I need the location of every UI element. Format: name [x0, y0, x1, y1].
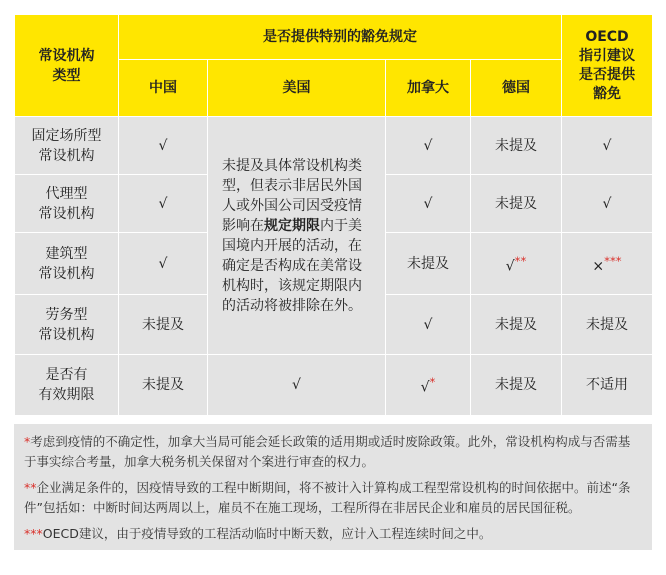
footnotes [14, 424, 652, 550]
cell-china: 未提及 [119, 295, 208, 355]
cell-china: 未提及 [119, 355, 208, 416]
cell-germany: 未提及 [471, 117, 562, 175]
cell-usa: √ [208, 355, 386, 416]
cell-canada: 未提及 [386, 233, 471, 295]
row-label: 代理型 常设机构 [15, 175, 119, 233]
header-oecd [562, 15, 653, 117]
footnote-2 [24, 478, 642, 518]
exemption-table-wrapper [14, 14, 652, 550]
header-oecd-label: OECD 指引建议 是否提供 豁免 [579, 28, 635, 102]
header-type [15, 15, 119, 117]
row-label: 是否有 有效期限 [15, 355, 119, 416]
usa-text-bold: 规定期限 [264, 217, 320, 234]
cell-china: √ [119, 175, 208, 233]
table-row [15, 355, 653, 416]
exemption-table [14, 14, 653, 416]
footnote-mark: ** [514, 253, 527, 268]
cell-germany: 未提及 [471, 295, 562, 355]
footnote-text: 企业满足条件的，因疫情导致的工程中断期间，将不被计入计算构成工程型常设机构的时间依据中。前述“条件”包括如：中断时间达两周以上，雇员不在施工现场，工程所得在非居民企业和雇员的居民国征税。 [24, 480, 631, 515]
cell-canada: √ [386, 175, 471, 233]
cell-oecd: ×*** [562, 233, 653, 295]
header-group [119, 15, 562, 60]
footnote-mark: ** [24, 480, 37, 495]
cell-oecd: 不适用 [562, 355, 653, 416]
cell-germany: 未提及 [471, 355, 562, 416]
cell-germany: √** [471, 233, 562, 295]
footnote-mark: * [24, 434, 31, 449]
footnote-mark: *** [604, 253, 622, 268]
table-row [15, 117, 653, 175]
usa-text-2: 内于美国境内开展的活动，在确定是否构成在美常设机构时，该规定期限内的活动将被排除在外。 [222, 217, 362, 314]
cell-china: √ [119, 117, 208, 175]
cell-oecd: 未提及 [562, 295, 653, 355]
header-type-label: 常设机构 类型 [38, 47, 95, 84]
footnote-text: 考虑到疫情的不确定性，加拿大当局可能会延长政策的适用期或适时废除政策。此外，常设机构构成与否需基于事实综合考量，加拿大税务机关保留对个案进行审查的权力。 [24, 434, 631, 469]
cell-canada: √* [386, 355, 471, 416]
cell-oecd: √ [562, 117, 653, 175]
footnote-mark: * [429, 375, 436, 390]
row-label: 建筑型 常设机构 [15, 233, 119, 295]
header-china-label: 中国 [149, 80, 177, 96]
header-canada [386, 60, 471, 117]
header-usa-label: 美国 [282, 80, 311, 96]
header-china [119, 60, 208, 117]
cell-canada: √ [386, 295, 471, 355]
header-group-label: 是否提供特别的豁免规定 [263, 29, 417, 45]
footnote-1 [24, 432, 642, 472]
cell-china: √ [119, 233, 208, 295]
cell-germany: 未提及 [471, 175, 562, 233]
usa-text-1: 未提及具体常设机构类型，但表示非居民外国人或外国公司因受疫情影响在 [222, 157, 362, 234]
footnote-text: OECD建议，由于疫情导致的工程活动临时中断天数，应计入工程连续时间之中。 [42, 526, 492, 541]
usa-merged-cell [208, 117, 386, 355]
header-germany [471, 60, 562, 117]
header-canada-label: 加拿大 [407, 80, 449, 96]
footnote-3 [24, 524, 642, 544]
footnote-mark: *** [24, 526, 43, 541]
cell-oecd: √ [562, 175, 653, 233]
row-label: 劳务型 常设机构 [15, 295, 119, 355]
header-usa [208, 60, 386, 117]
header-germany-label: 德国 [502, 80, 530, 96]
cell-canada: √ [386, 117, 471, 175]
row-label: 固定场所型 常设机构 [15, 117, 119, 175]
